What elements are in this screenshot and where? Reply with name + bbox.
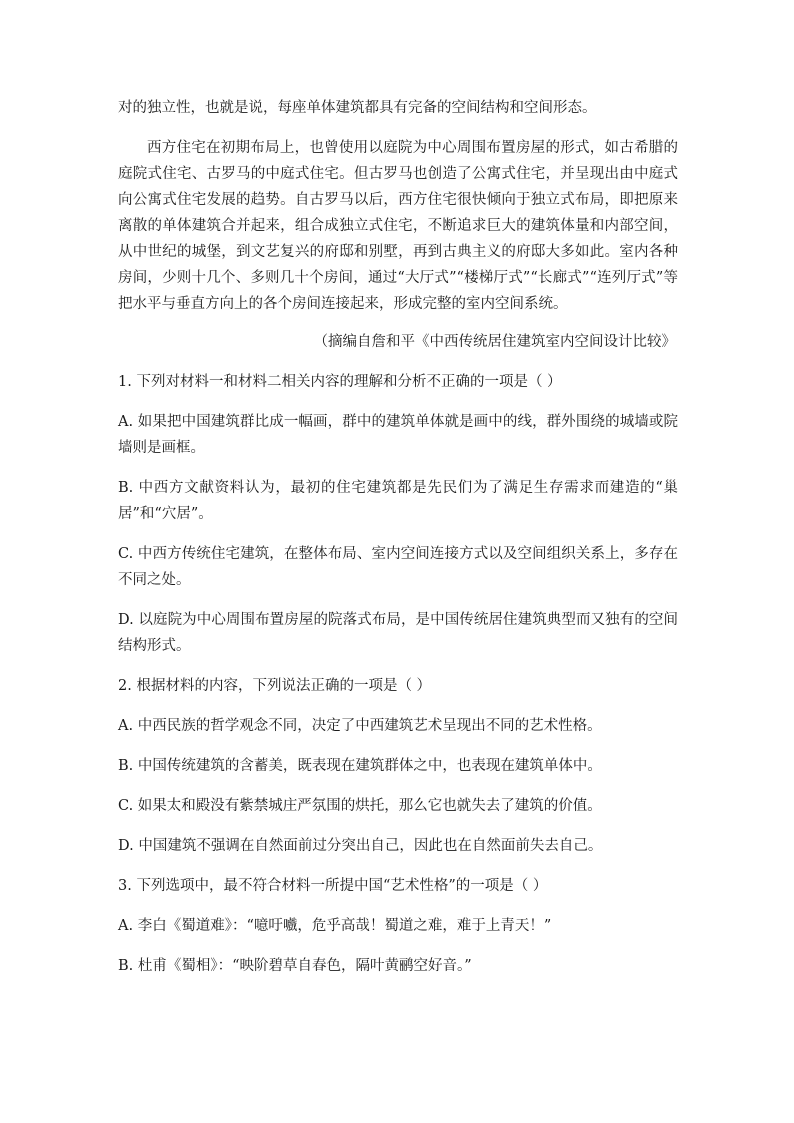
question-3 xyxy=(118,873,678,979)
passage-line-continuation: 对的独立性，也就是说，每座单体建筑都具有完备的空间结构和空间形态。 xyxy=(118,100,597,116)
option-b: B. 中西方文献资料认为，最初的住宅建筑都是先民们为了满足生存需求而建造的“巢居”和“穴居”。 xyxy=(118,480,678,522)
option-a: A. 中西民族的哲学观念不同，决定了中西建筑艺术呈现出不同的艺术性格。 xyxy=(118,718,602,734)
option-d: D. 以庭院为中心周围布置房屋的院落式布局，是中国传统居住建筑典型而又独有的空间结构形式。 xyxy=(118,612,678,654)
passage-paragraph: 西方住宅在初期布局上，也曾使用以庭院为中心周围布置房屋的形式，如古希腊的庭院式住宅、古罗马的中庭式住宅。但古罗马也创造了公寓式住宅，并呈现出由中庭式向公寓式住宅发展的趋势。自古罗马以后，西方住宅很快倾向于独立式布局，即把原来离散的单体建筑合并起来，组合成独立式住宅，不断追求巨大的建筑体量和内部空间，从中世纪的城堡，到文艺复兴的府邸和别墅，再到古典主义的府邸大多如此。室内各种房间，少则十几个、多则几十个房间，通过“大厅式”“楼梯厅式”“长廊式”“连列厅式”等把水平与垂直方向上的各个房间连接起来，形成完整的室内空间系统。 xyxy=(118,140,678,312)
option-c: C. 如果太和殿没有紫禁城庄严氛围的烘托，那么它也就失去了建筑的价值。 xyxy=(118,798,602,814)
question-stem: 2. 根据材料的内容，下列说法正确的一项是（ ） xyxy=(118,678,432,694)
option-b: B. 中国传统建筑的含蓄美，既表现在建筑群体之中，也表现在建筑单体中。 xyxy=(118,758,602,774)
question-stem: 1. 下列对材料一和材料二相关内容的理解和分析不正确的一项是（ ） xyxy=(118,374,562,390)
question-2 xyxy=(118,673,678,859)
document-page xyxy=(118,95,678,979)
option-d: D. 中国建筑不强调在自然面前过分突出自己，因此也在自然面前失去自己。 xyxy=(118,838,603,854)
option-a: A. 李白《蜀道难》：“噫吁嚱，危乎高哉！蜀道之难，难于上青天！” xyxy=(118,918,552,934)
option-a: A. 如果把中国建筑群比成一幅画，群中的建筑单体就是画中的线，群外围绕的城墙或院墙则是画框。 xyxy=(118,414,678,456)
option-c: C. 中西方传统住宅建筑，在整体布局、室内空间连接方式以及空间组织关系上，多存在不同之处。 xyxy=(118,546,678,588)
option-b: B. 杜甫《蜀相》：“映阶碧草自春色，隔叶黄鹂空好音。” xyxy=(118,958,472,974)
question-stem: 3. 下列选项中，最不符合材料一所提中国“艺术性格”的一项是（ ） xyxy=(118,878,548,894)
passage-source: （摘编自詹和平《中西传统居住建筑室内空间设计比较》 xyxy=(313,334,676,350)
question-1 xyxy=(118,369,678,659)
